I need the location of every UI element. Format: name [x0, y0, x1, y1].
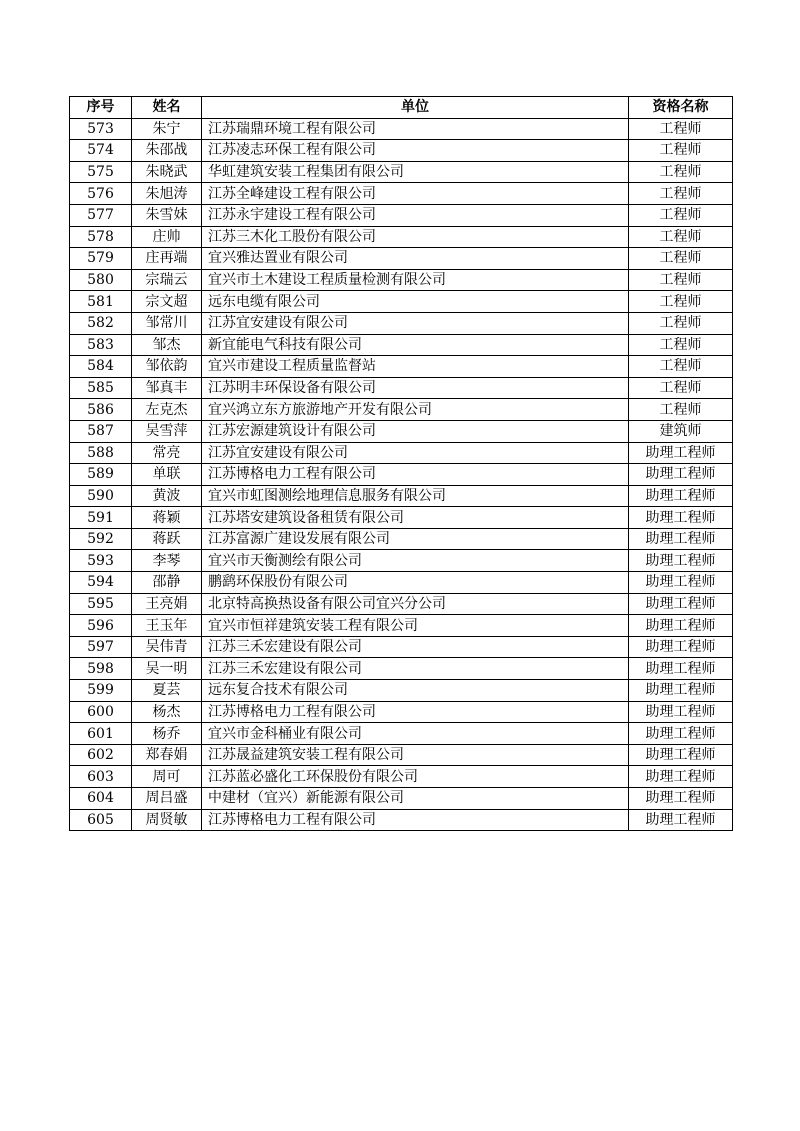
row-number: 593: [70, 550, 132, 572]
table-row: [70, 269, 733, 291]
row-number: 576: [70, 183, 132, 205]
employer-unit: 江苏宜安建设有限公司: [202, 442, 629, 464]
row-number: 605: [70, 809, 132, 831]
table-row: [70, 140, 733, 162]
table-row: [70, 615, 733, 637]
table-row: [70, 550, 733, 572]
qualification-name: 工程师: [629, 140, 733, 162]
row-number: 602: [70, 744, 132, 766]
table-row: [70, 744, 733, 766]
table-row: [70, 399, 733, 421]
row-number: 594: [70, 572, 132, 594]
table-row: [70, 680, 733, 702]
employer-unit: 江苏明丰环保设备有限公司: [202, 377, 629, 399]
row-number: 573: [70, 118, 132, 140]
employer-unit: 鹏鹞环保股份有限公司: [202, 572, 629, 594]
qualification-name: 工程师: [629, 183, 733, 205]
table-row: [70, 118, 733, 140]
qualification-name: 助理工程师: [629, 593, 733, 615]
qualification-name: 助理工程师: [629, 723, 733, 745]
employer-unit: 宜兴市天衡测绘有限公司: [202, 550, 629, 572]
row-number: 597: [70, 636, 132, 658]
employer-unit: 江苏塔安建筑设备租赁有限公司: [202, 507, 629, 529]
table-row: [70, 658, 733, 680]
qualification-name: 工程师: [629, 356, 733, 378]
qualification-table: [69, 96, 733, 831]
table-row: [70, 636, 733, 658]
table-row: [70, 593, 733, 615]
qualification-name: 助理工程师: [629, 485, 733, 507]
table-row: [70, 485, 733, 507]
qualification-name: 工程师: [629, 377, 733, 399]
person-name: 李琴: [132, 550, 202, 572]
qualification-name: 工程师: [629, 399, 733, 421]
table-header: [70, 97, 733, 119]
row-number: 601: [70, 723, 132, 745]
table-row: [70, 248, 733, 270]
table-row: [70, 701, 733, 723]
row-number: 599: [70, 680, 132, 702]
person-name: 王亮娟: [132, 593, 202, 615]
table-row: [70, 377, 733, 399]
qualification-name: 工程师: [629, 161, 733, 183]
person-name: 宗文超: [132, 291, 202, 313]
employer-unit: 江苏博格电力工程有限公司: [202, 701, 629, 723]
table-row: [70, 528, 733, 550]
table-row: [70, 464, 733, 486]
person-name: 邹依韵: [132, 356, 202, 378]
employer-unit: 宜兴市建设工程质量监督站: [202, 356, 629, 378]
employer-unit: 宜兴市土木建设工程质量检测有限公司: [202, 269, 629, 291]
person-name: 吴伟青: [132, 636, 202, 658]
row-number: 575: [70, 161, 132, 183]
qualification-name: 助理工程师: [629, 658, 733, 680]
qualification-name: 助理工程师: [629, 788, 733, 810]
person-name: 朱邵战: [132, 140, 202, 162]
person-name: 朱晓武: [132, 161, 202, 183]
person-name: 邵静: [132, 572, 202, 594]
person-name: 宗瑞云: [132, 269, 202, 291]
qualification-name: 工程师: [629, 118, 733, 140]
header-number: 序号: [70, 97, 132, 119]
employer-unit: 江苏晟益建筑安装工程有限公司: [202, 744, 629, 766]
header-unit: 单位: [202, 97, 629, 119]
table-row: [70, 766, 733, 788]
person-name: 常亮: [132, 442, 202, 464]
person-name: 周贤敏: [132, 809, 202, 831]
table-row: [70, 183, 733, 205]
qualification-name: 助理工程师: [629, 680, 733, 702]
row-number: 592: [70, 528, 132, 550]
table-row: [70, 312, 733, 334]
row-number: 574: [70, 140, 132, 162]
qualification-name: 助理工程师: [629, 442, 733, 464]
person-name: 朱宁: [132, 118, 202, 140]
employer-unit: 江苏博格电力工程有限公司: [202, 464, 629, 486]
qualification-name: 助理工程师: [629, 615, 733, 637]
qualification-name: 助理工程师: [629, 507, 733, 529]
row-number: 600: [70, 701, 132, 723]
table-row: [70, 204, 733, 226]
row-number: 588: [70, 442, 132, 464]
row-number: 582: [70, 312, 132, 334]
person-name: 邹真丰: [132, 377, 202, 399]
person-name: 庄帅: [132, 226, 202, 248]
employer-unit: 北京特高换热设备有限公司宜兴分公司: [202, 593, 629, 615]
person-name: 朱旭涛: [132, 183, 202, 205]
row-number: 583: [70, 334, 132, 356]
employer-unit: 远东电缆有限公司: [202, 291, 629, 313]
row-number: 590: [70, 485, 132, 507]
person-name: 邹常川: [132, 312, 202, 334]
employer-unit: 江苏三禾宏建设有限公司: [202, 658, 629, 680]
employer-unit: 江苏三禾宏建设有限公司: [202, 636, 629, 658]
row-number: 585: [70, 377, 132, 399]
person-name: 左克杰: [132, 399, 202, 421]
person-name: 周可: [132, 766, 202, 788]
employer-unit: 江苏瑞鼎环境工程有限公司: [202, 118, 629, 140]
employer-unit: 江苏永宇建设工程有限公司: [202, 204, 629, 226]
person-name: 杨杰: [132, 701, 202, 723]
person-name: 黄波: [132, 485, 202, 507]
table-row: [70, 442, 733, 464]
employer-unit: 江苏蓝必盛化工环保股份有限公司: [202, 766, 629, 788]
table-row: [70, 161, 733, 183]
employer-unit: 江苏宏源建筑设计有限公司: [202, 420, 629, 442]
employer-unit: 新宜能电气科技有限公司: [202, 334, 629, 356]
table-row: [70, 809, 733, 831]
table-row: [70, 788, 733, 810]
row-number: 580: [70, 269, 132, 291]
qualification-name: 工程师: [629, 334, 733, 356]
qualification-name: 工程师: [629, 248, 733, 270]
employer-unit: 中建材（宜兴）新能源有限公司: [202, 788, 629, 810]
person-name: 邹杰: [132, 334, 202, 356]
row-number: 598: [70, 658, 132, 680]
table-row: [70, 723, 733, 745]
table-row: [70, 420, 733, 442]
qualification-name: 助理工程师: [629, 464, 733, 486]
row-number: 581: [70, 291, 132, 313]
employer-unit: 华虹建筑安装工程集团有限公司: [202, 161, 629, 183]
employer-unit: 宜兴市恒祥建筑安装工程有限公司: [202, 615, 629, 637]
qualification-name: 助理工程师: [629, 701, 733, 723]
employer-unit: 江苏全峰建设工程有限公司: [202, 183, 629, 205]
row-number: 587: [70, 420, 132, 442]
person-name: 杨乔: [132, 723, 202, 745]
qualification-name: 助理工程师: [629, 572, 733, 594]
employer-unit: 江苏三木化工股份有限公司: [202, 226, 629, 248]
employer-unit: 江苏宜安建设有限公司: [202, 312, 629, 334]
person-name: 郑春娟: [132, 744, 202, 766]
person-name: 单联: [132, 464, 202, 486]
qualification-name: 工程师: [629, 204, 733, 226]
qualification-name: 助理工程师: [629, 636, 733, 658]
qualification-name: 工程师: [629, 291, 733, 313]
qualification-name: 工程师: [629, 226, 733, 248]
row-number: 604: [70, 788, 132, 810]
employer-unit: 远东复合技术有限公司: [202, 680, 629, 702]
header-row: [70, 97, 733, 119]
person-name: 庄再端: [132, 248, 202, 270]
row-number: 591: [70, 507, 132, 529]
header-name: 姓名: [132, 97, 202, 119]
row-number: 595: [70, 593, 132, 615]
person-name: 蒋跃: [132, 528, 202, 550]
person-name: 吴一明: [132, 658, 202, 680]
employer-unit: 宜兴市虹图测绘地理信息服务有限公司: [202, 485, 629, 507]
employer-unit: 江苏凌志环保工程有限公司: [202, 140, 629, 162]
table-row: [70, 291, 733, 313]
qualification-name: 助理工程师: [629, 766, 733, 788]
employer-unit: 宜兴雅达置业有限公司: [202, 248, 629, 270]
header-qualification: 资格名称: [629, 97, 733, 119]
table-row: [70, 226, 733, 248]
employer-unit: 江苏博格电力工程有限公司: [202, 809, 629, 831]
row-number: 586: [70, 399, 132, 421]
employer-unit: 宜兴市金科桶业有限公司: [202, 723, 629, 745]
table-row: [70, 356, 733, 378]
row-number: 579: [70, 248, 132, 270]
table-body: [70, 118, 733, 831]
table-row: [70, 507, 733, 529]
qualification-name: 助理工程师: [629, 528, 733, 550]
table-row: [70, 572, 733, 594]
qualification-name: 助理工程师: [629, 809, 733, 831]
row-number: 589: [70, 464, 132, 486]
employer-unit: 宜兴鸿立东方旅游地产开发有限公司: [202, 399, 629, 421]
row-number: 577: [70, 204, 132, 226]
row-number: 584: [70, 356, 132, 378]
row-number: 578: [70, 226, 132, 248]
person-name: 吴雪萍: [132, 420, 202, 442]
person-name: 周吕盛: [132, 788, 202, 810]
qualification-name: 工程师: [629, 269, 733, 291]
employer-unit: 江苏富源广建设发展有限公司: [202, 528, 629, 550]
qualification-name: 助理工程师: [629, 550, 733, 572]
person-name: 王玉年: [132, 615, 202, 637]
person-name: 朱雪妹: [132, 204, 202, 226]
qualification-name: 建筑师: [629, 420, 733, 442]
row-number: 603: [70, 766, 132, 788]
person-name: 蒋颖: [132, 507, 202, 529]
qualification-name: 工程师: [629, 312, 733, 334]
person-name: 夏芸: [132, 680, 202, 702]
table-row: [70, 334, 733, 356]
qualification-name: 助理工程师: [629, 744, 733, 766]
row-number: 596: [70, 615, 132, 637]
